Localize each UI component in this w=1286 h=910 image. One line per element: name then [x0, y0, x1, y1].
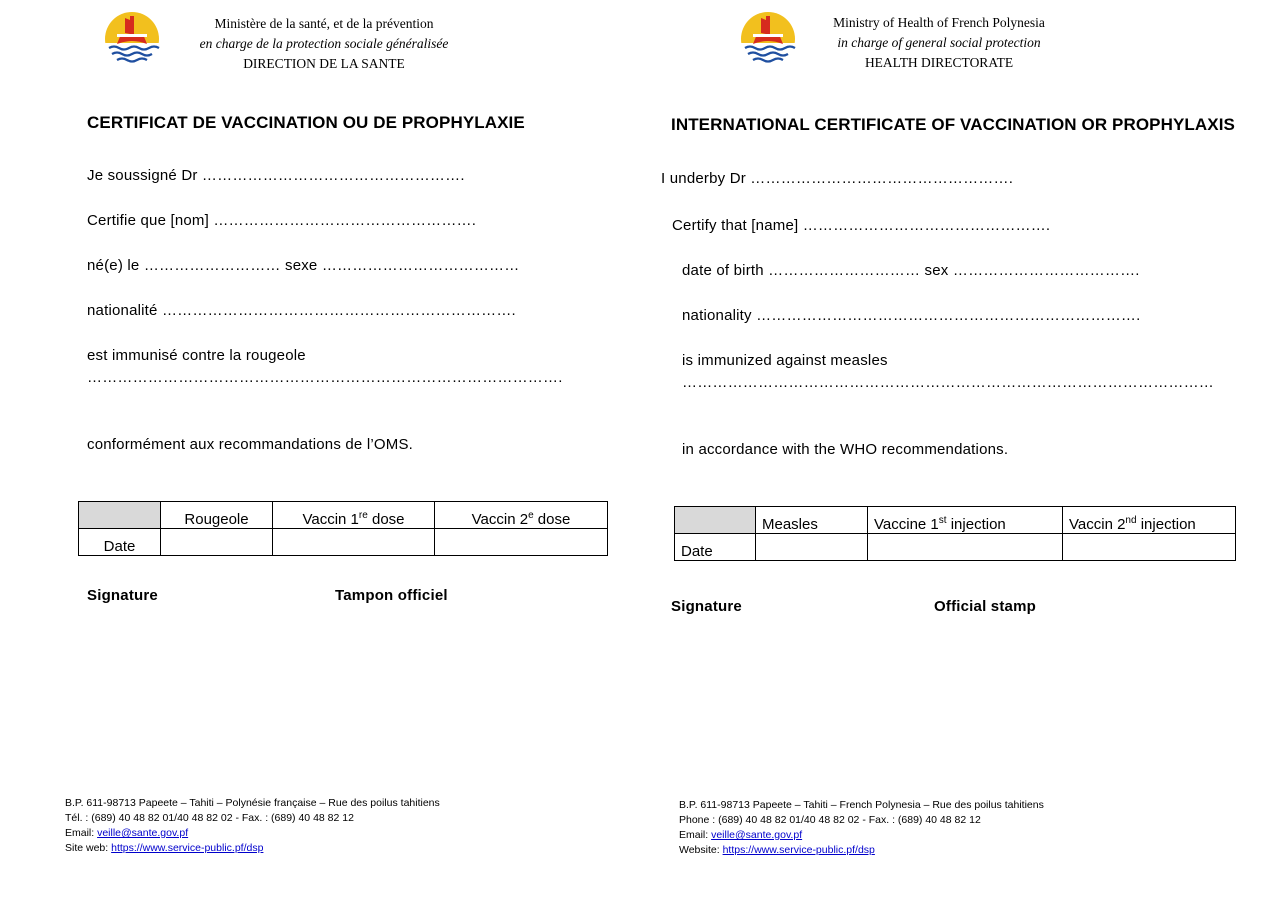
footer-email-line: Email: veille@sante.gov.pf [679, 829, 803, 841]
directorate-name: HEALTH DIRECTORATE [864, 55, 1014, 70]
table-cell-dose1-date[interactable] [273, 529, 435, 556]
table-cell-dose2-date[interactable] [1063, 534, 1236, 561]
name-field: Certifie que [nom] ……………………………………………. [87, 212, 477, 229]
table-header-dose1: Vaccin 1re dose [273, 502, 435, 529]
table-row [79, 529, 608, 556]
signature-label: Signature [87, 587, 158, 604]
french-polynesia-emblem-icon [739, 10, 797, 68]
table-header-disease: Measles [756, 507, 868, 534]
table-header-dose2: Vaccin 2nd injection [1063, 507, 1236, 534]
table-header-row [79, 502, 608, 529]
conformity-statement: conformément aux recommandations de l’OMS. [87, 436, 414, 453]
website-link[interactable]: https://www.service-public.pf/dsp [722, 844, 875, 856]
vaccination-table [674, 506, 1236, 561]
table-corner-cell [675, 507, 756, 534]
doctor-field: Je soussigné Dr ……………………………………………. [87, 167, 465, 184]
french-polynesia-emblem-icon [103, 10, 161, 68]
stamp-label: Tampon officiel [335, 587, 448, 604]
table-date-label: Date [675, 534, 756, 561]
table-header-disease: Rougeole [161, 502, 273, 529]
email-link[interactable]: veille@sante.gov.pf [97, 827, 189, 839]
birth-sex-field: date of birth ………………………… sex ………………………………. [682, 262, 1140, 279]
table-cell-dose2-date[interactable] [435, 529, 608, 556]
immunized-label: est immunisé contre la rougeole [87, 347, 306, 364]
table-cell-dose1-date[interactable] [868, 534, 1063, 561]
table-row [675, 534, 1236, 561]
table-date-label: Date [79, 529, 161, 556]
footer-web-line: Site web: https://www.service-public.pf/dsp [65, 842, 264, 854]
ministry-name: Ministère de la santé, et de la prévention [214, 16, 434, 31]
certificate-title: INTERNATIONAL CERTIFICATE OF VACCINATION OR PROPHYLAXIS [671, 115, 1235, 134]
nationality-field: nationality …………………………………………………………………. [682, 307, 1141, 324]
signature-label: Signature [671, 598, 742, 615]
footer-email-line: Email: veille@sante.gov.pf [65, 827, 189, 839]
footer-contact [65, 796, 440, 856]
footer-contact [679, 798, 1044, 858]
ministry-subtitle: en charge de la protection sociale généralisée [199, 36, 449, 51]
certificate-title: CERTIFICAT DE VACCINATION OU DE PROPHYLAXIE [87, 113, 525, 132]
footer-address: B.P. 611-98713 Papeete – Tahiti – French Polynesia – Rue des poilus tahitiens [679, 799, 1044, 811]
table-cell-disease-date[interactable] [756, 534, 868, 561]
stamp-label: Official stamp [934, 598, 1036, 615]
table-cell-disease-date[interactable] [161, 529, 273, 556]
ministry-subtitle: in charge of general social protection [837, 35, 1041, 50]
ministry-header [802, 13, 1076, 73]
ministry-header [170, 14, 478, 74]
email-link[interactable]: veille@sante.gov.pf [711, 829, 803, 841]
nationality-field: nationalité ……………………………………………………………. [87, 302, 516, 319]
footer-phone: Tél. : (689) 40 48 82 01/40 48 82 02 - Fax. : (689) 40 48 82 12 [65, 812, 354, 824]
conformity-statement: in accordance with the WHO recommendations. [682, 441, 1009, 458]
directorate-name: DIRECTION DE LA SANTE [243, 56, 405, 71]
immunized-dots: …………………………………………………………………………………. [87, 369, 563, 386]
table-header-row [675, 507, 1236, 534]
website-link[interactable]: https://www.service-public.pf/dsp [111, 842, 264, 854]
footer-address: B.P. 611-98713 Papeete – Tahiti – Polynésie française – Rue des poilus tahitiens [65, 797, 440, 809]
ministry-name: Ministry of Health of French Polynesia [833, 15, 1045, 30]
immunized-dots: …………………………………………………………………………………………… [682, 374, 1214, 391]
birth-sex-field: né(e) le ……………………… sexe ………………………………… [87, 257, 520, 274]
table-corner-cell [79, 502, 161, 529]
vaccination-table [78, 501, 608, 556]
table-header-dose2: Vaccin 2e dose [435, 502, 608, 529]
table-header-dose1: Vaccine 1st injection [868, 507, 1063, 534]
doctor-field: I underby Dr ……………………………………………. [661, 170, 1014, 187]
footer-web-line: Website: https://www.service-public.pf/dsp [679, 844, 875, 856]
immunized-label: is immunized against measles [682, 352, 888, 369]
footer-phone: Phone : (689) 40 48 82 01/40 48 82 02 - Fax. : (689) 40 48 82 12 [679, 814, 981, 826]
name-field: Certify that [name] …………………………………………. [672, 217, 1051, 234]
